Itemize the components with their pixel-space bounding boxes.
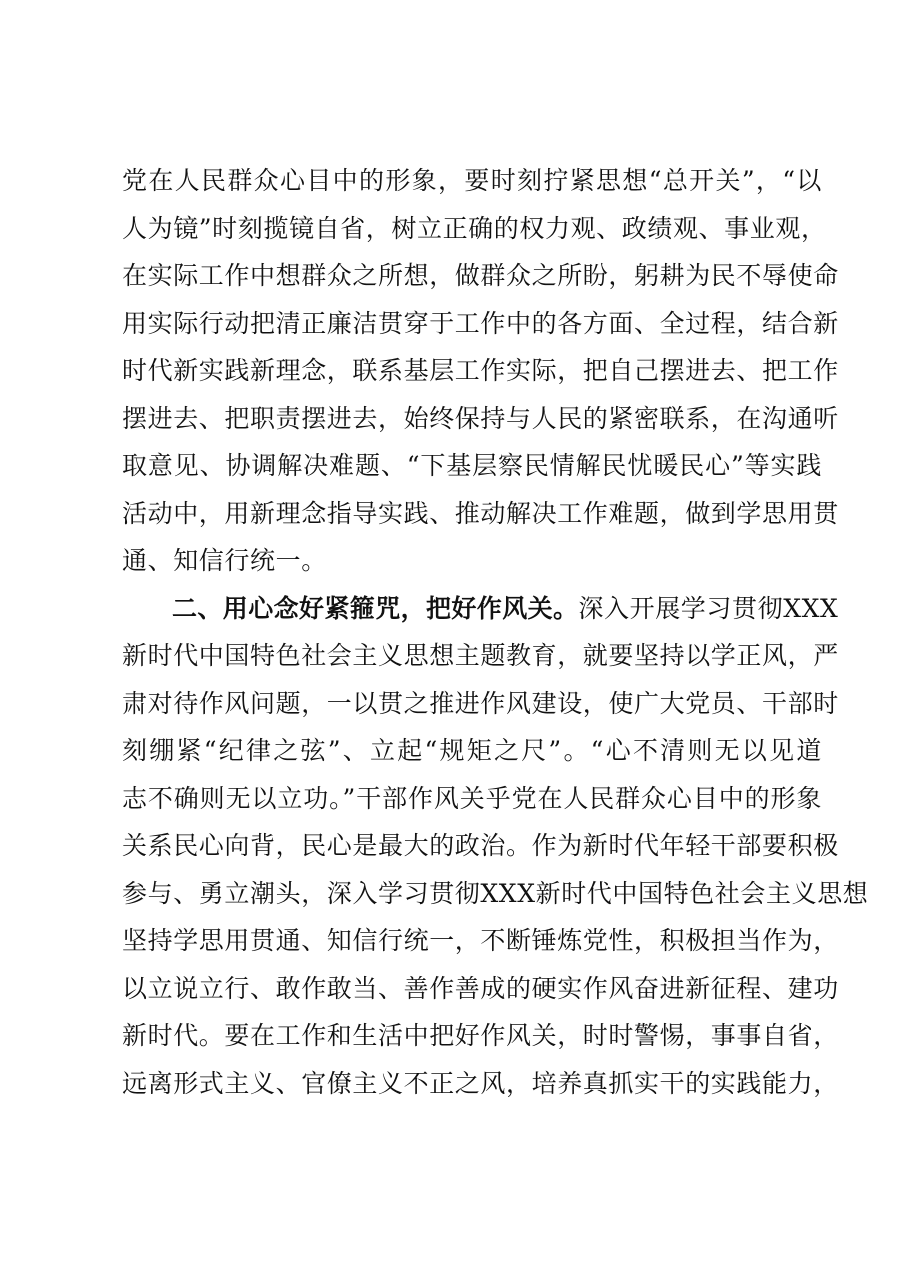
text-line: 摆进去、把职责摆进去，始终保持与人民的紧密联系，在沟通听 [122,403,839,433]
text-line: 肃对待作风问题，一以贯之推进作风建设，使广大党员、干部时 [122,688,839,718]
text-line: 远离形式主义、官僚主义不正之风，培养真抓实干的实践能力， [122,1068,839,1098]
text-line: 活动中，用新理念指导实践、推动解决工作难题，做到学思用贯 [122,498,839,528]
section-heading: 二、用心念好紧箍咒，把好作风关。 [172,593,579,623]
text-line: 关系民心向背，民心是最大的政治。作为新时代年轻干部要积极 [122,831,839,860]
text-line: 参与、勇立潮头，深入学习贯彻XXX新时代中国特色社会主义思想 [122,878,869,908]
text-line: 刻绷紧“纪律之弦”、立起“规矩之尺”。“心不清则无以见道 [122,736,822,765]
text-line: 新时代。要在工作和生活中把好作风关，时时警惕，事事自省， [122,1021,839,1050]
text-line: 坚持学思用贯通、知信行统一，不断锤炼党性，积极担当作为， [122,926,839,955]
text-line: 通、知信行统一。 [122,546,327,575]
text-run: 深入开展学习贯彻XXX [578,593,839,623]
text-line: 在实际工作中想群众之所想，做群众之所盼，躬耕为民不辱使命 [122,261,839,290]
text-line: 新时代中国特色社会主义思想主题教育，就要坚持以学正风，严 [122,641,839,670]
text-line: 用实际行动把清正廉洁贯穿于工作中的各方面、全过程，结合新 [122,308,839,338]
text-line: 时代新实践新理念，联系基层工作实际，把自己摆进去、把工作 [122,356,839,385]
text-line: 人为镜”时刻揽镜自省，树立正确的权力观、政绩观、事业观， [122,213,827,243]
paragraph-2-first-line [122,585,839,633]
paragraph-2 [122,585,869,1108]
text-line: 志不确则无以立功。”干部作风关乎党在人民群众心目中的形象 [122,783,822,813]
text-line: 以立说立行、敢作敢当、善作善成的硬实作风奋进新征程、建功 [122,973,839,1003]
paragraph-1 [122,157,839,585]
text-line: 党在人民群众心目中的形象，要时刻拧紧思想“总开关”，“以 [122,166,822,195]
body-text [122,157,869,1107]
text-line: 取意见、协调解决难题、“下基层察民情解民忧暖民心”等实践 [122,451,822,480]
